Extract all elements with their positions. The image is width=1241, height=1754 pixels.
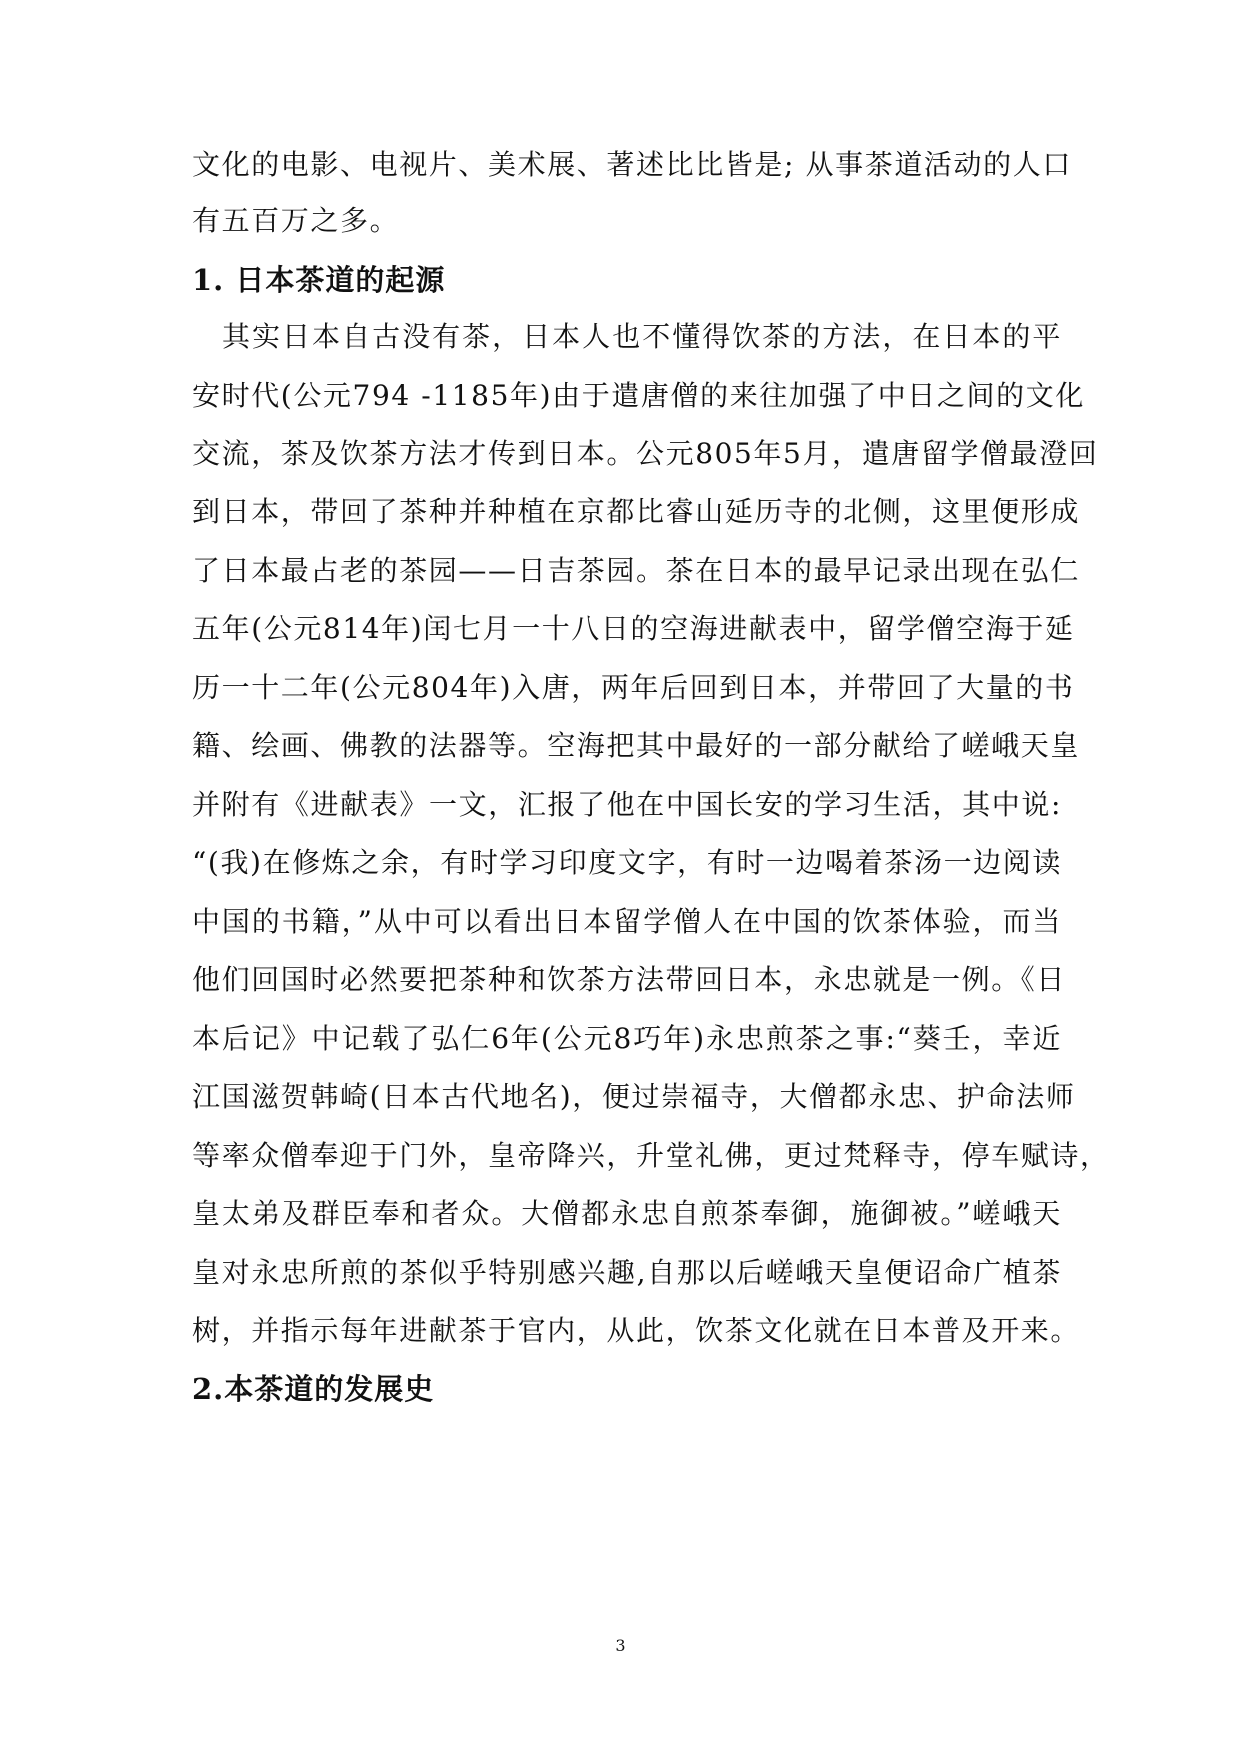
- body-line: 其实日本自古没有茶，日本人也不懂得饮茶的方法，在日本的平: [222, 320, 1062, 353]
- section-heading-origin: 1. 日本茶道的起源: [192, 263, 446, 297]
- body-line: 了日本最占老的茶园——日吉茶园。茶在日本的最早记录出现在弘仁: [192, 554, 1081, 587]
- body-line: 本后记》中记载了弘仁6年(公元8巧年)永忠煎茶之事:“葵壬，幸近: [192, 1022, 1062, 1055]
- body-line: 五年(公元814年)闰七月一十八日的空海进献表中，留学僧空海于延: [192, 612, 1075, 645]
- body-line: 有五百万之多。: [192, 204, 400, 237]
- body-line: 树，并指示每年进献茶于官内，从此，饮茶文化就在日本普及开来。: [192, 1314, 1081, 1347]
- body-line: 并附有《进献表》一文，汇报了他在中国长安的学习生活，其中说:: [192, 788, 1062, 821]
- body-line: 等率众僧奉迎于门外，皇帝降兴，升堂礼佛，更过梵释寺，停车赋诗，: [192, 1139, 1110, 1172]
- body-line: 交流，茶及饮茶方法才传到日本。公元805年5月，遣唐留学僧最澄回: [192, 437, 1099, 470]
- body-line: “(我)在修炼之余，有时学习印度文字，有时一边喝着茶汤一边阅读: [192, 846, 1062, 879]
- body-line: 江国滋贺韩崎(日本古代地名)，便过崇福寺，大僧都永忠、护命法师: [192, 1080, 1076, 1113]
- body-line: 籍、绘画、佛教的法器等。空海把其中最好的一部分献给了嵯峨天皇: [192, 729, 1081, 762]
- body-line: 安时代(公元794 -1185年)由于遣唐僧的来往加强了中日之间的文化: [192, 379, 1085, 412]
- body-line: 他们回国时必然要把茶种和饮茶方法带回日本，永忠就是一例。《日: [192, 963, 1067, 996]
- body-line: 皇太弟及群臣奉和者众。大僧都永忠自煎茶奉御，施御被。”嵯峨天: [192, 1197, 1062, 1230]
- body-line: 到日本，带回了茶种并种植在京都比睿山延历寺的北侧，这里便形成: [192, 495, 1081, 528]
- body-line: 中国的书籍，”从中可以看出日本留学僧人在中国的饮茶体验，而当: [192, 905, 1062, 938]
- page-number: 3: [615, 1636, 626, 1655]
- body-line: 文化的电影、电视片、美术展、著述比比皆是; 从事茶道活动的人口: [192, 148, 1072, 181]
- body-line: 皇对永忠所煎的茶似乎特别感兴趣,自那以后嵯峨天皇便诏命广植茶: [192, 1256, 1062, 1289]
- section-heading-history: 2.本茶道的发展史: [192, 1372, 435, 1406]
- body-line: 历一十二年(公元804年)入唐，两年后回到日本，并带回了大量的书: [192, 671, 1075, 704]
